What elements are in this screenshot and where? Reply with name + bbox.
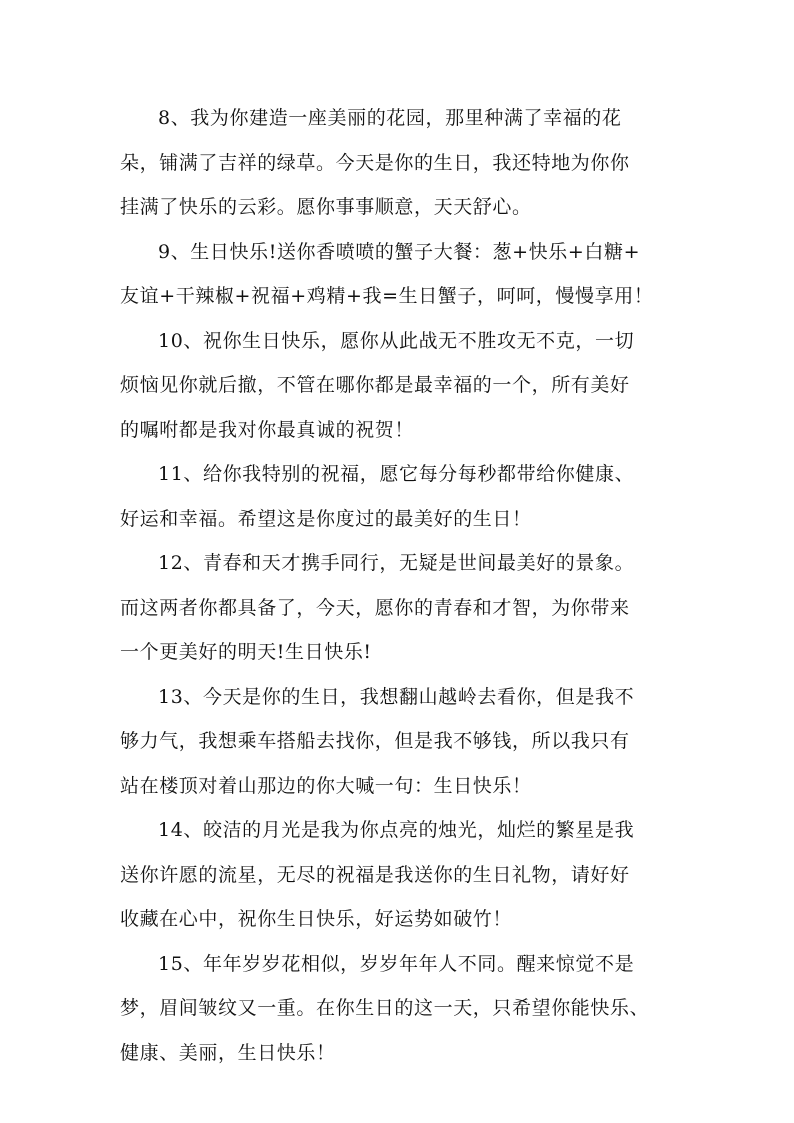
paragraph-line: 15、年年岁岁花相似，岁岁年年人不同。醒来惊觉不是 — [158, 952, 635, 975]
wish-paragraph-13 — [120, 675, 680, 809]
paragraph-line: 朵，铺满了吉祥的绿草。今天是你的生日，我还特地为你你 — [120, 151, 630, 174]
paragraph-line: 10、祝你生日快乐，愿你从此战无不胜攻无不克，一切 — [158, 329, 635, 352]
paragraph-line: 友谊+干辣椒+祝福+鸡精+我=生日蟹子，呵呵，慢慢享用！ — [120, 285, 654, 307]
wish-paragraph-11 — [120, 452, 680, 541]
wish-paragraph-10 — [120, 319, 680, 453]
wish-paragraph-12 — [120, 541, 680, 675]
paragraph-line: 而这两者你都具备了，今天，愿你的青春和才智，为你带来 — [120, 596, 630, 619]
paragraph-line: 健康、美丽，生日快乐！ — [120, 1041, 336, 1064]
wish-paragraph-14 — [120, 808, 680, 942]
paragraph-line: 12、青春和天才携手同行，无疑是世间最美好的景象。 — [158, 552, 635, 574]
paragraph-line: 烦恼见你就后撤，不管在哪你都是最幸福的一个，所有美好 — [120, 374, 630, 396]
paragraph-line: 收藏在心中，祝你生日快乐，好运势如破竹！ — [120, 908, 513, 930]
paragraph-line: 站在楼顶对着山那边的你大喊一句：生日快乐！ — [120, 774, 532, 797]
paragraph-line: 梦，眉间皱纹又一重。在你生日的这一天，只希望你能快乐、 — [120, 997, 650, 1019]
wish-paragraph-8 — [120, 96, 680, 230]
wish-paragraph-9 — [120, 230, 680, 319]
wish-paragraph-15 — [120, 942, 680, 1076]
paragraph-line: 13、今天是你的生日，我想翻山越岭去看你，但是我不 — [158, 685, 635, 708]
document-body — [120, 96, 680, 1075]
paragraph-line: 8、我为你建造一座美丽的花园，那里种满了幸福的花 — [158, 107, 622, 129]
paragraph-line: 送你许愿的流星，无尽的祝福是我送你的生日礼物，请好好 — [120, 863, 630, 886]
paragraph-line: 够力气，我想乘车搭船去找你，但是我不够钱，所以我只有 — [120, 730, 630, 752]
paragraph-line: 一个更美好的明天!生日快乐! — [120, 641, 372, 663]
paragraph-line: 的嘱咐都是我对你最真诚的祝贺！ — [120, 418, 415, 441]
paragraph-line: 14、皎洁的月光是我为你点亮的烛光，灿烂的繁星是我 — [158, 819, 635, 841]
paragraph-line: 好运和幸福。希望这是你度过的最美好的生日！ — [120, 507, 532, 530]
paragraph-line: 11、给你我特别的祝福，愿它每分每秒都带给你健康、 — [158, 463, 635, 485]
paragraph-line: 挂满了快乐的云彩。愿你事事顺意，天天舒心。 — [120, 196, 532, 218]
paragraph-line: 9、生日快乐!送你香喷喷的蟹子大餐：葱+快乐+白糖+ — [158, 240, 641, 263]
